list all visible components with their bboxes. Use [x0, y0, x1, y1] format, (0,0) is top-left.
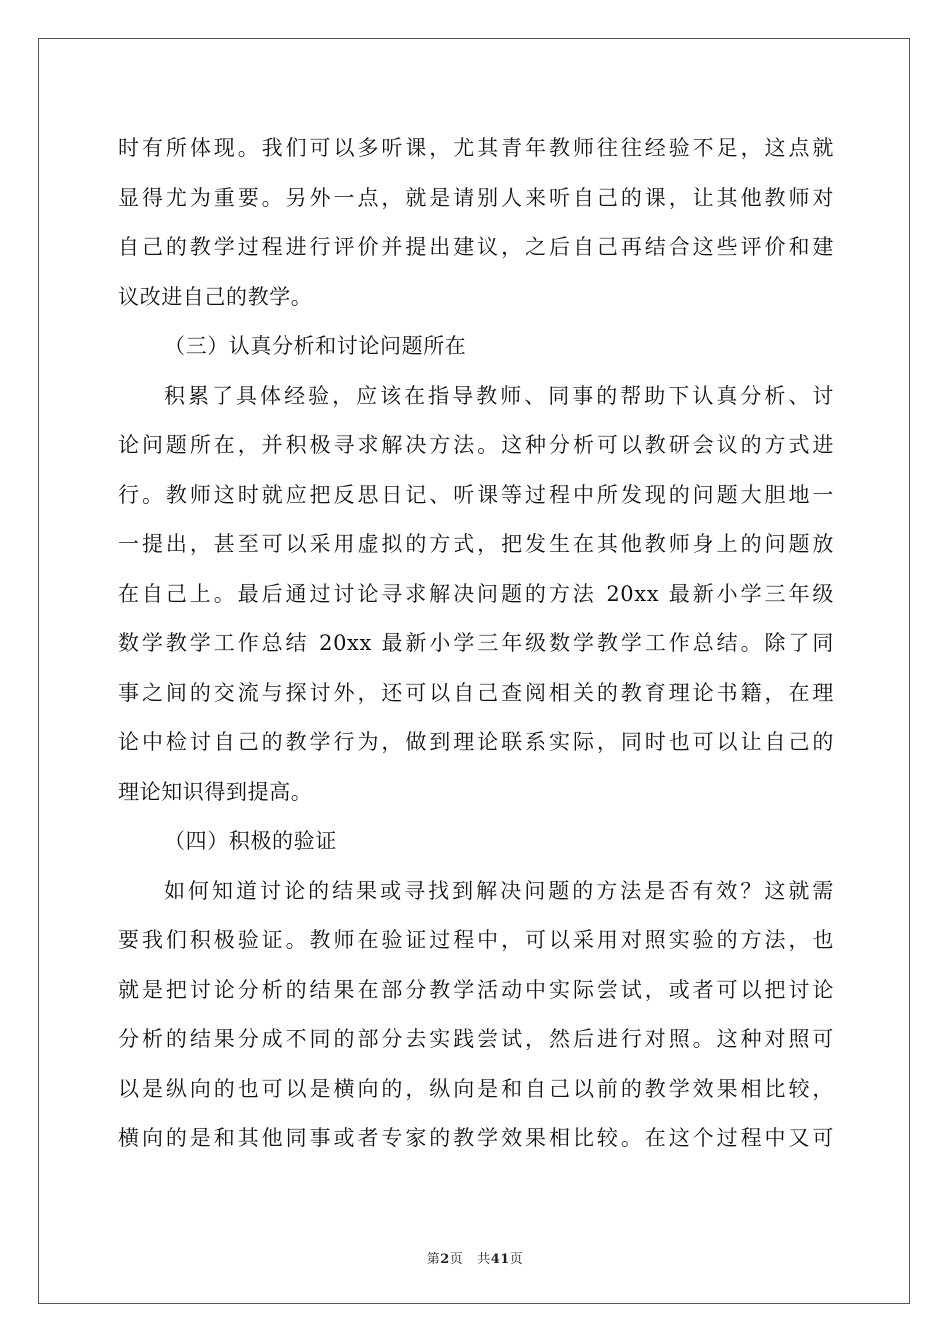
text-line-13: 论中检讨自己的教学行为，做到理论联系实际，同时也可以让自己的: [118, 730, 834, 754]
text-line-6: 积累了具体经验，应该在指导教师、同事的帮助下认真分析、讨: [164, 383, 834, 408]
document-body: [118, 124, 834, 1164]
text-line-2: 显得尤为重要。另外一点，就是请别人来听自己的课，让其他教师对: [118, 185, 834, 210]
footer-prefix: 第: [426, 1252, 441, 1267]
text-line-7: 论问题所在，并积极寻求解决方法。这种分析可以教研会议的方式进: [118, 433, 834, 457]
text-line-12: 事之间的交流与探讨外，还可以自己查阅相关的教育理论书籍，在理: [118, 680, 834, 705]
text-line-11: 数学教学工作总结 20xx 最新小学三年级数学教学工作总结。除了同: [118, 631, 834, 655]
section-heading-4: （四）积极的验证: [164, 829, 337, 853]
total-pages-number: 41: [490, 1252, 510, 1267]
current-page-number: 2: [440, 1252, 450, 1267]
text-line-3: 自己的教学过程进行评价并提出建议，之后自己再结合这些评价和建: [118, 235, 834, 259]
text-line-17: 要我们积极验证。教师在验证过程中，可以采用对照实验的方法，也: [118, 928, 834, 952]
text-line-16: 如何知道讨论的结果或寻找到解决问题的方法是否有效？这就需: [164, 878, 834, 903]
footer-page-suffix: 页: [449, 1252, 464, 1267]
page-footer: [0, 1248, 950, 1267]
text-line-9: 一提出，甚至可以采用虚拟的方式，把发生在其他教师身上的问题放: [118, 532, 834, 556]
text-line-4: 议改进自己的教学。: [118, 284, 313, 309]
footer-total-prefix: 共: [477, 1252, 491, 1267]
text-line-8: 行。教师这时就应把反思日记、听课等过程中所发现的问题大胆地一: [118, 482, 834, 507]
text-line-21: 横向的是和其他同事或者专家的教学效果相比较。在这个过程中又可: [118, 1126, 834, 1150]
text-line-10: 在自己上。最后通过讨论寻求解决问题的方法 20xx 最新小学三年级: [118, 581, 834, 606]
footer-total-suffix: 页: [509, 1252, 524, 1267]
text-line-19: 分析的结果分成不同的部分去实践尝试，然后进行对照。这种对照可: [118, 1027, 834, 1051]
text-line-18: 就是把讨论分析的结果在部分教学活动中实际尝试，或者可以把讨论: [118, 977, 834, 1002]
text-line-20: 以是纵向的也可以是横向的，纵向是和自己以前的教学效果相比较，: [118, 1076, 834, 1101]
text-line-1: 时有所体现。我们可以多听课，尤其青年教师往往经验不足，这点就: [118, 136, 834, 160]
section-heading-3: （三）认真分析和讨论问题所在: [164, 334, 467, 358]
text-line-14: 理论知识得到提高。: [118, 779, 313, 804]
